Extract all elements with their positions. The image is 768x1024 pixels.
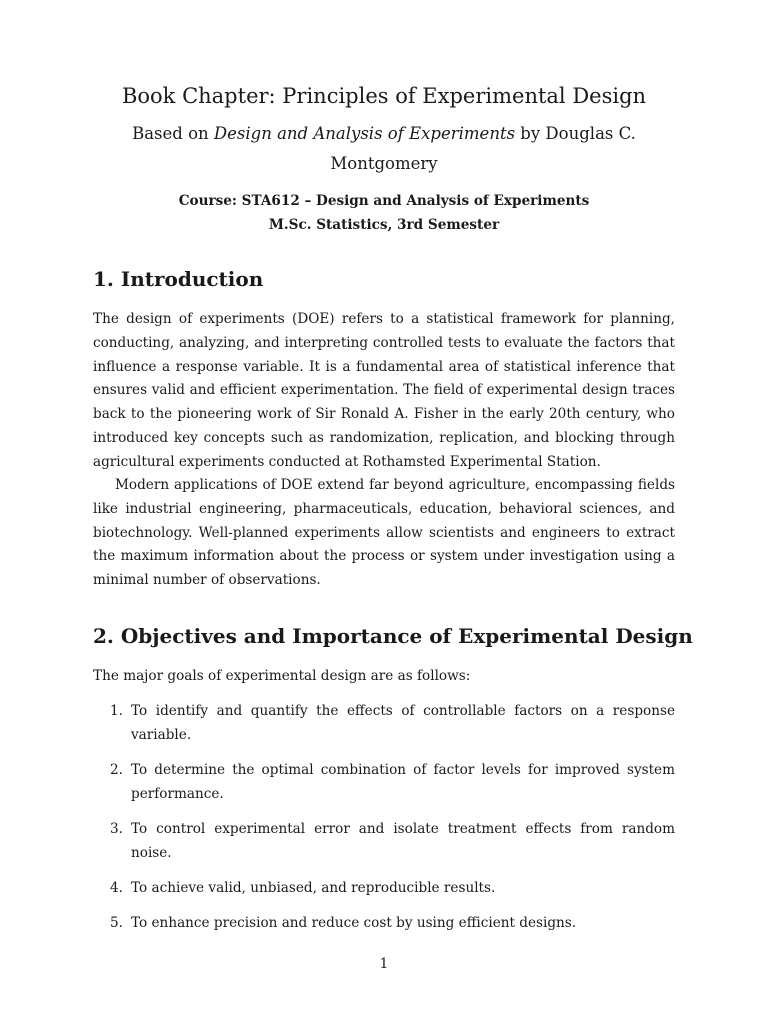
list-item (93, 877, 675, 901)
document-page (93, 0, 693, 1024)
document-title: Book Chapter: Principles of Experimental Design (121, 84, 647, 108)
list-item-number: 3. (110, 820, 123, 837)
source-attribution (123, 119, 645, 179)
section-heading-introduction: 1. Introduction (93, 267, 264, 291)
introduction-paragraph-1: The design of experiments (DOE) refers to a statistical framework for planning, conducting, analyzing, and interpreting controlled tests to evaluate the factors that influence a response variable. It is a fundamental area of statistical inference that ensures valid and efficient experimentation. The field of experimental design traces back to the pioneering work of Sir Ronald A. Fisher in the early 20th century, who introduced key concepts such as randomization, replication, and blocking through agricultural experiments conducted at Rothamsted Experimental Station. (93, 311, 675, 470)
list-item-text: To identify and quantify the effects of controllable factors on a response variable. (131, 703, 675, 743)
list-item-text: To achieve valid, unbiased, and reproducible results. (131, 879, 496, 896)
list-item-text: To control experimental error and isolate treatment effects from random noise. (131, 820, 675, 861)
list-item-text: To determine the optimal combination of factor levels for improved system performance. (131, 761, 675, 802)
list-item-text: To enhance precision and reduce cost by using efficient designs. (131, 915, 577, 932)
list-item (93, 912, 675, 936)
course-info (93, 189, 675, 237)
list-item-number: 4. (110, 879, 123, 896)
objectives-intro: The major goals of experimental design are as follows: (93, 668, 471, 684)
list-item (93, 759, 675, 807)
list-item-number: 5. (110, 915, 123, 932)
based-on-prefix: Based on (132, 124, 214, 143)
goals-list (93, 700, 675, 947)
introduction-paragraph-2: Modern applications of DOE extend far beyond agriculture, encompassing fields like industrial engineering, pharmaceuticals, education, behavioral sciences, and biotechnology. Well-planned experiments allow scientists and engineers to extract the maximum information about the process or system under investigation using a minimal number of observations. (93, 477, 675, 589)
list-item-number: 2. (110, 761, 123, 778)
book-title: Design and Analysis of Experiments (213, 124, 516, 143)
list-item (93, 818, 675, 866)
list-item-number: 1. (110, 703, 123, 719)
page-number: 1 (379, 956, 389, 972)
based-on-suffix: by Douglas C. Montgomery (330, 124, 636, 173)
course-line: Course: STA612 – Design and Analysis of Experiments (178, 193, 590, 209)
section-heading-objectives: 2. Objectives and Importance of Experimental Design (93, 624, 693, 648)
program-line: M.Sc. Statistics, 3rd Semester (268, 217, 500, 233)
list-item (93, 700, 675, 748)
